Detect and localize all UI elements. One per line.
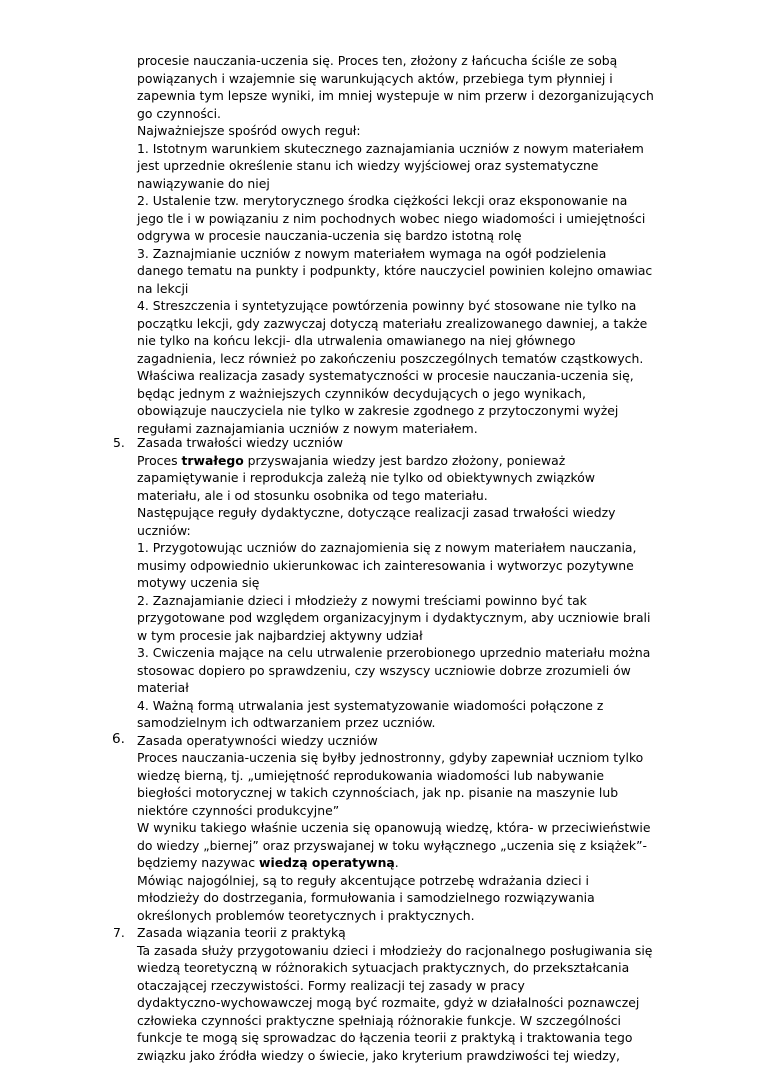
section-6-title: Zasada operatywności wiedzy uczniów (137, 732, 378, 748)
paragraph-line: Najważniejsze spośród owych reguł: (137, 123, 361, 138)
paragraph-line: młodzieży do dostrzegania, formułowania i samodzielnego rozwiązywania (137, 890, 595, 905)
paragraph-line: samodzielnym ich odtwarzaniem przez uczniów. (137, 715, 436, 730)
paragraph-line: nawiązywanie do niej (137, 175, 270, 191)
paragraph-line: zagadnienia, lecz również po zakończeniu poszczególnych tematów cząstkowych. (137, 350, 644, 366)
paragraph-line: odgrywa w procesie nauczania-uczenia się bardzo istotną rolę (137, 228, 522, 243)
paragraph-line: będziemy nazywac wiedzą operatywną. (137, 855, 399, 870)
paragraph-line: wiedzę bierną, tj. „umiejętność reprodukowania wiadomości lub nabywanie (137, 767, 605, 783)
paragraph-line: powiązanych i wzajemnie się warunkujących aktów, przebiega tym płynniej i (137, 70, 613, 86)
paragraph-line: przygotowane pod względem organizacyjnym i dydaktycznym, aby uczniowie brali (137, 610, 651, 625)
rule-2-line: 2. Zaznajamianie dzieci i młodzieży z nowymi treściami powinno być tak (137, 592, 587, 608)
paragraph-line: procesie nauczania-uczenia się. Proces ten, złożony z łańcucha ściśle ze sobą (137, 53, 618, 68)
rule-2-line: 2. Ustalenie tzw. merytorycznego środka ciężkości lekcji oraz eksponowanie na (137, 193, 628, 208)
paragraph-line: danego tematu na punkty i podpunkty, które nauczyciel powinien kolejno omawiac (137, 263, 653, 278)
section-5-title: Zasada trwałości wiedzy uczniów (137, 435, 343, 450)
paragraph-line: Następujące reguły dydaktyczne, dotyczące realizacji zasad trwałości wiedzy (137, 505, 616, 520)
section-7-title: Zasada wiązania teorii z praktyką (137, 925, 346, 940)
paragraph-line: jest uprzednie określenie stanu ich wiedzy wyjściowej oraz systematyczne (137, 158, 599, 173)
rule-4-line: 4. Ważną formą utrwalania jest systematyzowanie wiadomości połączone z (137, 697, 604, 713)
bold-term: trwałego (181, 452, 244, 468)
list-number-5: 5. (113, 435, 125, 450)
paragraph-line: Ta zasada służy przygotowaniu dzieci i młodzieży do racjonalnego posługiwania się (137, 942, 653, 958)
rule-1-line: 1. Przygotowując uczniów do zaznajomienia się z nowym materiałem nauczania, (137, 540, 637, 555)
paragraph-line: dydaktyczno-wychowawczej mogą być rozmaite, gdyż w działalności poznawczej (137, 995, 640, 1010)
paragraph-line: człowieka czynności praktyczne spełniają różnorakie funkcje. W szczególności (137, 1012, 621, 1028)
list-number-6: 6. (112, 730, 125, 747)
bold-term: wiedzą operatywną (259, 855, 395, 870)
rule-1-line: 1. Istotnym warunkiem skutecznego zaznajamiania uczniów z nowym materiałem (137, 140, 644, 156)
paragraph-line: stosowac dopiero po sprawdzeniu, czy wszyscy uczniowie dobrze zrozumieli ów (137, 662, 631, 678)
paragraph-line: W wyniku takiego właśnie uczenia się opanowują wiedzę, która- w przeciwieństwie (137, 820, 651, 835)
paragraph-line: biegłości motorycznej w takich czynnościach, jak np. pisanie na maszynie lub (137, 785, 619, 800)
paragraph-line: na lekcji (137, 280, 189, 296)
paragraph-line: wiedzą teoretyczną w różnorakich sytuacjach praktycznych, do przekształcania (137, 960, 630, 975)
paragraph-line: Właściwa realizacja zasady systematyczności w procesie nauczania-uczenia się, (137, 368, 634, 383)
paragraph-line: Proces trwałego przyswajania wiedzy jest bardzo złożony, ponieważ (137, 452, 566, 468)
paragraph-line: motywy uczenia się (137, 575, 260, 590)
paragraph-line: zapewnia tym lepsze wyniki, im mniej wystepuje w nim przerw i dezorganizujących (137, 88, 654, 103)
paragraph-line: otaczającej rzeczywistości. Formy realizacji tej zasady w pracy (137, 977, 525, 993)
paragraph-line: musimy odpowiednio ukierunkowac ich zainteresowania i wytworzyc pozytywne (137, 557, 634, 573)
paragraph-line: w tym procesie jak najbardziej aktywny udział (137, 627, 423, 643)
rule-3-line: 3. Cwiczenia mające na celu utrwalenie przerobionego uprzednio materiału można (137, 645, 651, 660)
list-number-7: 7. (113, 925, 125, 940)
rule-4-line: 4. Streszczenia i syntetyzujące powtórzenia powinny być stosowane nie tylko na (137, 298, 637, 313)
paragraph-line: regułami zaznajamiania uczniów z nowym materiałem. (137, 420, 478, 436)
paragraph-line: niektóre czynności produkcyjne” (137, 802, 340, 818)
paragraph-line: funkcje te mogą się sprowadzac do łączenia teorii z praktyką i traktowania tego (137, 1030, 633, 1045)
paragraph-line: uczniów: (137, 522, 191, 538)
paragraph-line: go czynności. (137, 105, 221, 121)
paragraph-line: do wiedzy „biernej” oraz przyswajanej w toku wyłącznego „uczenia się z książek”- (137, 837, 647, 853)
paragraph-line: Proces nauczania-uczenia się byłby jednostronny, gdyby zapewniał uczniom tylko (137, 750, 644, 765)
paragraph-line: materiał (137, 680, 189, 695)
paragraph-line: będąc jednym z ważniejszych czynników decydujących o jego wynikach, (137, 385, 586, 401)
paragraph-line: jego tle i w powiązaniu z nim pochodnych wobec niego wiadomości i umiejętności (137, 210, 646, 226)
paragraph-line: materiału, ale i od stosunku osobnika od tego materiału. (137, 487, 488, 503)
rule-3-line: 3. Zaznajmianie uczniów z nowym materiałem wymaga na ogół podzielenia (137, 245, 607, 261)
paragraph-line: związku jako źródła wiedzy o świecie, jako kryterium prawdziwości tej wiedzy, (137, 1047, 620, 1063)
paragraph-line: początku lekcji, gdy zazwyczaj dotyczą materiału zrealizowanego dawniej, a także (137, 315, 648, 331)
paragraph-line: obowiązuje nauczyciela nie tylko w zakresie zgodnego z przytoczonymi wyżej (137, 403, 619, 418)
paragraph-line: Mówiąc najogólniej, są to reguły akcentujące potrzebę wdrażania dzieci i (137, 872, 589, 888)
paragraph-line: zapamiętywanie i reprodukcja zależą nie tylko od obiektywnych związków (137, 470, 595, 485)
paragraph-line: określonych problemów teoretycznych i praktycznych. (137, 907, 475, 923)
paragraph-line: nie tylko na końcu lekcji- dla utrwalenia omawianego na niej głównego (137, 333, 576, 348)
